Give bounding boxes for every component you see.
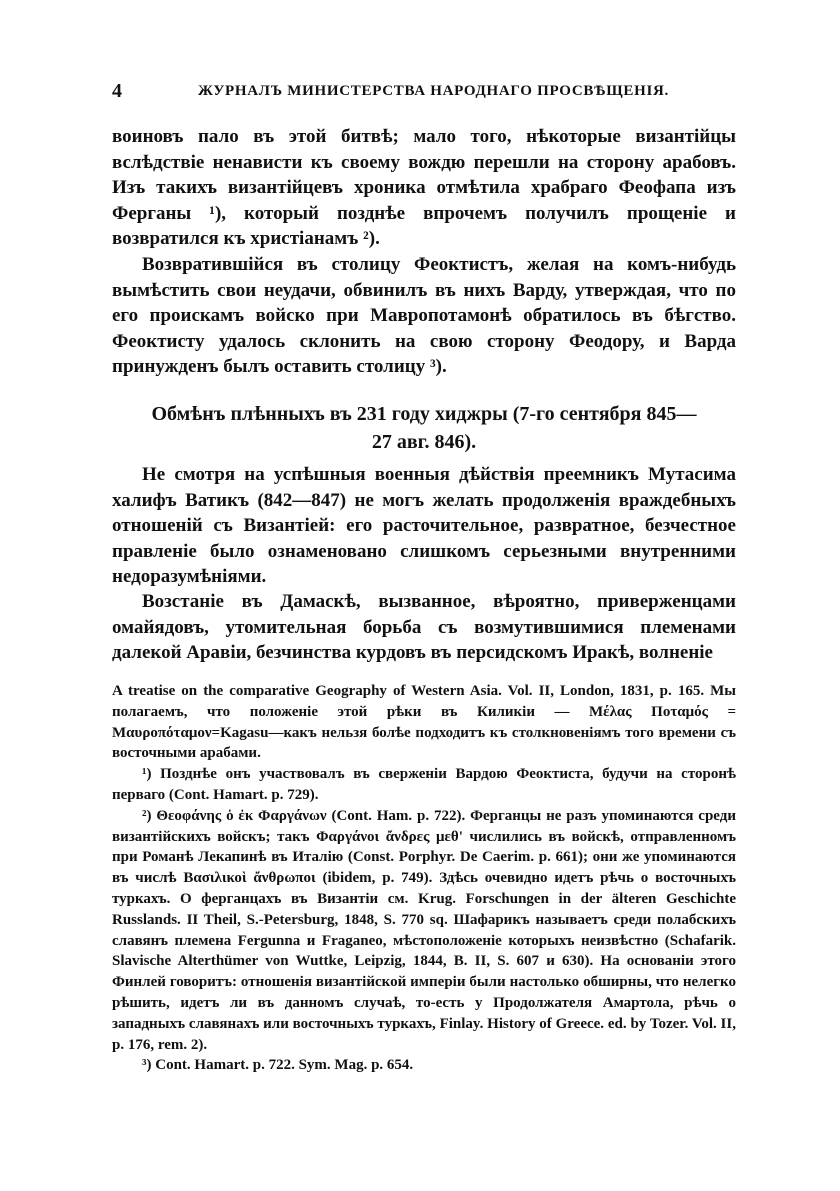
journal-title: ЖУРНАЛЪ МИНИСТЕРСТВА НАРОДНАГО ПРОСВѢЩЕНІЯ. bbox=[198, 83, 669, 99]
paragraph-battle-aftermath: воиновъ пало въ этой битвѣ; мало того, нѣкоторые византійцы вслѣдствіе ненависти къ своему вождю перешли на сторону арабовъ. Изъ такихъ византійцевъ хроника отмѣтила храбраго Феофапа изъ Ферганы ¹), который позднѣе впрочемъ получилъ прощеніе и возвратился къ христіанамъ ²). bbox=[112, 126, 736, 249]
paragraph-wathiq-policy: Не смотря на успѣшныя военныя дѣйствія преемникъ Мутасима халифъ Ватикъ (842—847) не могъ желать продолженія враждебныхъ отношеній съ Византіей: его расточительное, развратное, безчестное правленіе было ознаменовано слишкомъ серьезными внутренними недоразумѣніями. bbox=[112, 464, 736, 587]
running-head bbox=[112, 80, 742, 104]
section-heading bbox=[112, 400, 736, 456]
paragraph-theoctistus-return: Возвратившійся въ столицу Феоктистъ, желая на комъ-нибудь вымѣстить свои неудачи, обвинилъ въ нихъ Варду, утверждая, что по его проискамъ войско при Мавропотамонѣ обратилось въ бѣгство. Феоктисту удалось склонить на свою сторону Феодору, и Варда принужденъ былъ оставить столицу ³). bbox=[112, 254, 736, 377]
footnote-continuation: A treatise on the comparative Geography of Western Asia. Vol. II, London, 1831, p. 165. Мы полагаемъ, что положеніе этой рѣки въ Киликіи — Μέλας Ποταμός = Μαυροπόταμον=Kagasu—какъ нельзя болѣе подходитъ къ столкновеніямъ того времени съ восточными арабами. bbox=[112, 683, 736, 762]
footnote-1: ¹) Позднѣе онъ участвовалъ въ сверженіи Вардою Феоктиста, будучи на сторонѣ перваго (Cont. Hamart. p. 729). bbox=[112, 766, 736, 803]
page-number: 4 bbox=[112, 80, 122, 102]
section-heading-line-2: 27 авг. 846). bbox=[371, 431, 477, 453]
footnote-2: ²) Θεοφάνης ὁ ἐκ Φαργάνων (Cont. Ham. p. 722). Ферганцы не разъ упоминаются среди византійскихъ войскъ; такъ Φαργάνοι ἄνδρες μεθ' числились въ войскѣ, отправленномъ при Романѣ Лекапинѣ въ Италію (Const. Porphyr. De Caerim. p. 661); они же упоминаются въ числѣ Βασιλικοὶ ἄνθρωποι (ibidem, p. 749). Здѣсь очевидно идетъ рѣчь о восточныхъ туркахъ. О ферганцахъ въ Византіи см. Krug. Forschungen in der älteren Geschichte Russlands. II Theil, S.-Petersburg, 1848, S. 770 sq. Шафарикъ называетъ среди полабскихъ славянъ племена Fergunna и Fraganeo, мѣстоположеніе которыхъ неизвѣстно (Schafarik. Slavische Alterthümer von Wuttke, Leipzig, 1844, B. II, S. 607 и 630). На основаніи этого Финлей говоритъ: отношенія византійской имперіи были настолько обширны, что нелегко рѣшить, идетъ ли въ данномъ случаѣ, то-есть у Продолжателя Амартола, рѣчь о западныхъ славянахъ или восточныхъ туркахъ, Finlay. History of Greece. ed. by Tozer. Vol. II, p. 176, rem. 2). bbox=[112, 807, 736, 1053]
footnote-3: ³) Cont. Hamart. p. 722. Sym. Mag. p. 654. bbox=[142, 1057, 414, 1074]
section-heading-line-1: Обмѣнъ плѣнныхъ въ 231 году хиджры (7-го сентября 845— bbox=[151, 403, 697, 425]
paragraph-damascus-uprising: Возстаніе въ Дамаскѣ, вызванное, вѣроятно, приверженцами омайядовъ, утомительная борьба съ возмутившимися племенами далекой Аравіи, безчинства курдовъ въ персидскомъ Иракѣ, волненіе bbox=[112, 591, 736, 663]
footnotes bbox=[112, 681, 736, 1076]
